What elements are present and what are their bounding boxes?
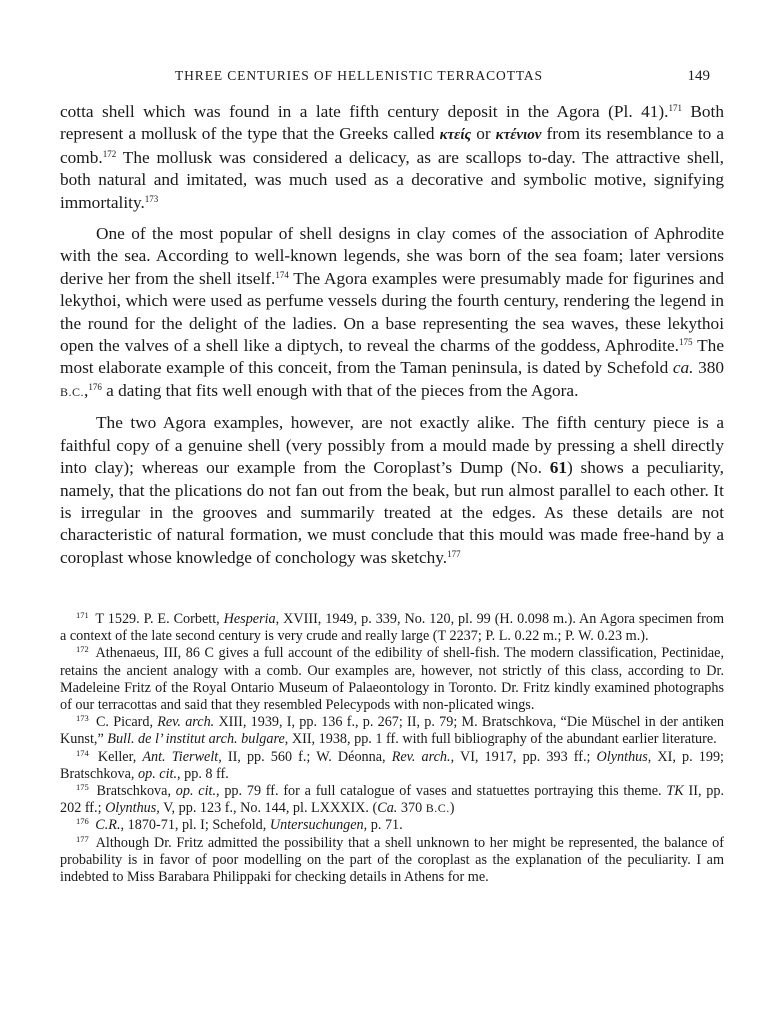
greek-word: κτένιον [495,127,542,144]
footnote-ref-173[interactable]: 173 [144,193,159,204]
footnote-ref-172[interactable]: 172 [102,148,117,159]
footnote-ref-174[interactable]: 174 [275,269,289,280]
body-text [60,101,724,569]
running-head-title: THREE CENTURIES OF HELLENISTIC TERRACOTTAS [175,68,543,83]
footnote-ref-177[interactable]: 177 [447,548,461,559]
footnote-176: $^{176}$ C.R., 1870-71, pl. I; Schefold, Untersuchungen, p. 71. [76,816,403,834]
paragraph-3: The two Agora examples, however, are not exactly alike. The fifth century piece is a faithful copy of a genuine shell (very possibly from a mould made by pressing a shell directly into clay); whereas our example from the Coroplast’s Dump (No. 61) shows a peculiarity, namely, that the plications do not fan out from the beak, but run almost parallel to each other. It is irregular in the grooves and summarily treated at the edges. As these details are not characteristic of natural formation, we must conclude that this mould was made free-hand by a coroplast whose knowledge of conchology was sketchy.$^{177}$ [60,413,724,567]
paragraph-2: One of the most popular of shell designs in clay comes of the association of Aphrodite with the sea. According to well-known legends, she was born of the sea foam; later versions derive her from the shell itself.$^{174}$ The Agora examples were presumably made for figurines and lekythoi, which were used as perfume vessels during the fourth century, rendering the legend in the round for the delight of the ladies. On a base representing the sea waves, these lekythoi open the valves of a shell like a diptych, to reveal the charms of the goddess, Aphrodite.$^{175}$ The most elaborate example of this conceit, from the Taman peninsula, is dated by Schefold ca. 380 B.C.,$^{176}$ a dating that fits well enough with that of the pieces from the Agora. [60,224,724,400]
footnote-171: $^{171}$ T 1529. P. E. Corbett, Hesperia, XVIII, 1949, p. 339, No. 120, pl. 99 (H. 0.098 m.). An Agora specimen from a context of the late second century is very crude and really large (T 2237; P. L. 0.22 m.; P. W. 0.23 m.). [60,610,724,645]
footnote-175: $^{175}$ Bratschkova, op. cit., pp. 79 ff. for a full catalogue of vases and statuettes portraying this theme. TK II, pp. 202 ff.; Olynthus, V, pp. 123 f., No. 144, pl. LXXXIX. (Ca. 370 B.C.) [60,782,724,817]
footnote-177: $^{177}$ Although Dr. Fritz admitted the possibility that a shell unknown to her might be represented, the balance of probability is in favor of poor modelling on the part of the coroplast as the explanation of the peculiarity. I am indebted to Miss Barabara Philippaki for checking details in Athens for me. [60,833,724,886]
footnotes [60,611,724,886]
catalogue-number: 61 [549,458,567,478]
greek-word: κτείς [439,127,472,144]
footnote-173: $^{173}$ C. Picard, Rev. arch. XIII, 1939, I, pp. 136 f., p. 267; II, p. 79; M. Bratschkova, “Die Müschel in der antiken Kunst,” Bull. de l’ institut arch. bulgare, XII, 1938, pp. 1 ff. with full bibliography of the abundant earlier literature. [60,713,724,748]
footnote-174: $^{174}$ Keller, Ant. Tierwelt, II, pp. 560 f.; W. Déonna, Rev. arch., VI, 1917, pp. 393 ff.; Olynthus, XI, p. 199; Bratschkova, op. cit., pp. 8 ff. [60,747,724,782]
footnote-172: $^{172}$ Athenaeus, III, 86 C gives a full account of the edibility of shell-fish. The modern classification, Pectinidae, retains the ancient analogy with a comb. Our examples are, however, not strictly of this class, according to Dr. Madeleine Fritz of the Royal Ontario Museum of Palaeontology in Toronto. Dr. Fritz kindly examined photographs of our terracottas and said that they resembled Pelecypods with non-plicated wings. [60,644,724,714]
page-number: 149 [687,68,710,84]
footnote-ref-175[interactable]: 175 [678,337,693,348]
footnote-ref-171[interactable]: 171 [668,103,682,113]
footnote-ref-176[interactable]: 176 [88,381,102,392]
paragraph-1: cotta shell which was found in a late fifth century deposit in the Agora (Pl. 41).$^{171}$ Both represent a mollusk of the type that the Greeks called κτείς or κτένιον from its resemblance to a comb.$^{172}$ The mollusk was considered a delicacy, as are scallops to-day. The attractive shell, both natural and imitated, was much used as a decorative and symbolic motive, signifying immortality.$^{173}$ [60,102,725,212]
